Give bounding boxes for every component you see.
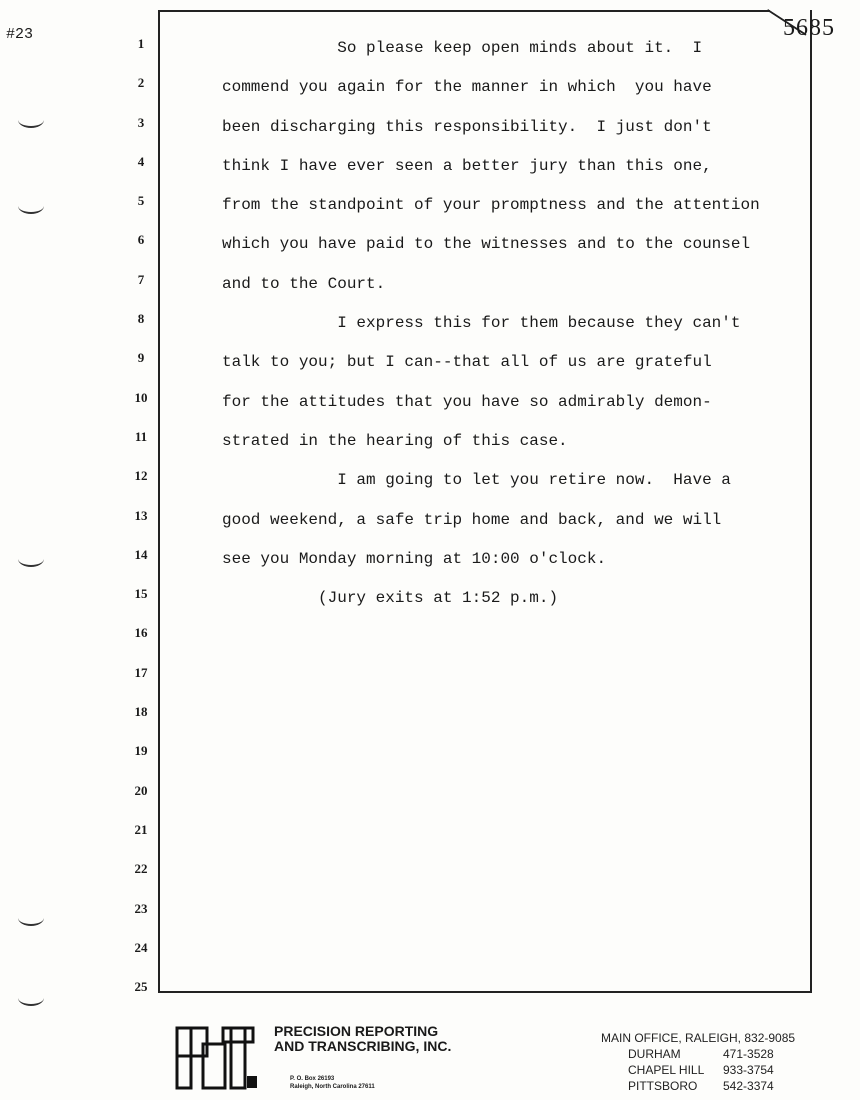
page-number: 5685 [783, 15, 835, 41]
line-number: 20 [134, 782, 148, 798]
line-number: 12 [134, 468, 148, 484]
company-logo [175, 1024, 259, 1092]
punch-hole-mark [18, 990, 44, 1006]
transcript-line: I express this for them because they can't [222, 314, 741, 333]
transcript-line [222, 667, 812, 706]
transcript-line: think I have ever seen a better jury than this one, [222, 156, 712, 175]
city-state: Raleigh, North Carolina 27611 [290, 1084, 375, 1090]
line-number: 3 [137, 114, 145, 130]
line-number: 17 [134, 664, 148, 680]
transcript-line [222, 981, 812, 1020]
line-number: 18 [134, 704, 148, 720]
line-number: 6 [137, 232, 145, 248]
transcript-line: see you Monday morning at 10:00 o'clock. [222, 549, 607, 568]
line-number: 19 [134, 743, 148, 759]
branch-city: PITTSBORO [628, 1079, 698, 1093]
transcript-line: been discharging this responsibility. I just don't [222, 117, 712, 136]
line-number: 9 [137, 350, 145, 366]
punch-hole-mark [18, 551, 44, 567]
transcript-line: for the attitudes that you have so admirably demon- [222, 392, 712, 411]
transcript-line [222, 785, 812, 824]
transcript-body [222, 38, 812, 1020]
punch-hole-mark [18, 112, 44, 128]
line-number: 23 [134, 900, 148, 916]
branch-phone: 542-3374 [723, 1079, 774, 1093]
line-number: 15 [134, 586, 148, 602]
line-number: 11 [134, 428, 148, 444]
line-number: 25 [134, 979, 148, 995]
main-office: MAIN OFFICE, RALEIGH, 832-9085 [601, 1031, 796, 1045]
company-name-line1: PRECISION REPORTING [274, 1023, 439, 1039]
transcript-line: talk to you; but I can--that all of us are grateful [222, 353, 712, 372]
transcript-line: So please keep open minds about it. I [222, 39, 703, 57]
transcript-line [222, 942, 812, 981]
line-number: 14 [134, 546, 148, 562]
transcript-line: commend you again for the manner in which you have [222, 78, 712, 97]
transcript-line [222, 863, 812, 902]
transcript-line: good weekend, a safe trip home and back, and we will [222, 510, 722, 529]
branch-city: DURHAM [628, 1047, 681, 1061]
branch-office [601, 1062, 795, 1078]
line-number: 7 [137, 271, 145, 287]
transcript-line: from the standpoint of your promptness and the attention [222, 196, 760, 215]
line-number: 1 [137, 36, 145, 51]
branch-phone: 933-3754 [723, 1063, 774, 1077]
transcript-line: and to the Court. [222, 274, 386, 293]
line-numbers [128, 34, 154, 1016]
line-number: 10 [134, 389, 148, 405]
line-number: 13 [134, 507, 148, 523]
po-box: P. O. Box 26193 [290, 1076, 335, 1082]
branch-phone: 471-3528 [723, 1047, 774, 1061]
punch-hole-mark [18, 198, 44, 214]
line-number: 24 [134, 939, 148, 955]
transcript-line: strated in the hearing of this case. [222, 431, 568, 450]
punch-hole-mark [18, 910, 44, 926]
branch-office [601, 1046, 795, 1062]
page-frame-top [158, 10, 770, 12]
transcript-line: which you have paid to the witnesses and to the counsel [222, 235, 751, 254]
company-name-line2: AND TRANSCRIBING, INC. [274, 1038, 452, 1054]
line-number: 22 [134, 861, 148, 877]
transcript-line [222, 745, 812, 784]
transcript-line [222, 627, 812, 666]
transcript-line: (Jury exits at 1:52 p.m.) [222, 589, 559, 608]
tag-mark: #23 [6, 26, 34, 43]
transcript-line: I am going to let you retire now. Have a [222, 471, 731, 490]
line-number: 16 [134, 625, 148, 641]
line-number: 4 [137, 153, 145, 169]
transcript-line [222, 706, 812, 745]
transcript-line [222, 824, 812, 863]
branch-city: CHAPEL HILL [628, 1063, 705, 1077]
line-number: 21 [134, 821, 148, 837]
transcript-line [222, 903, 812, 942]
line-number: 2 [137, 75, 145, 91]
line-number: 5 [137, 193, 145, 209]
line-number: 8 [137, 311, 145, 327]
branch-office [601, 1078, 795, 1094]
